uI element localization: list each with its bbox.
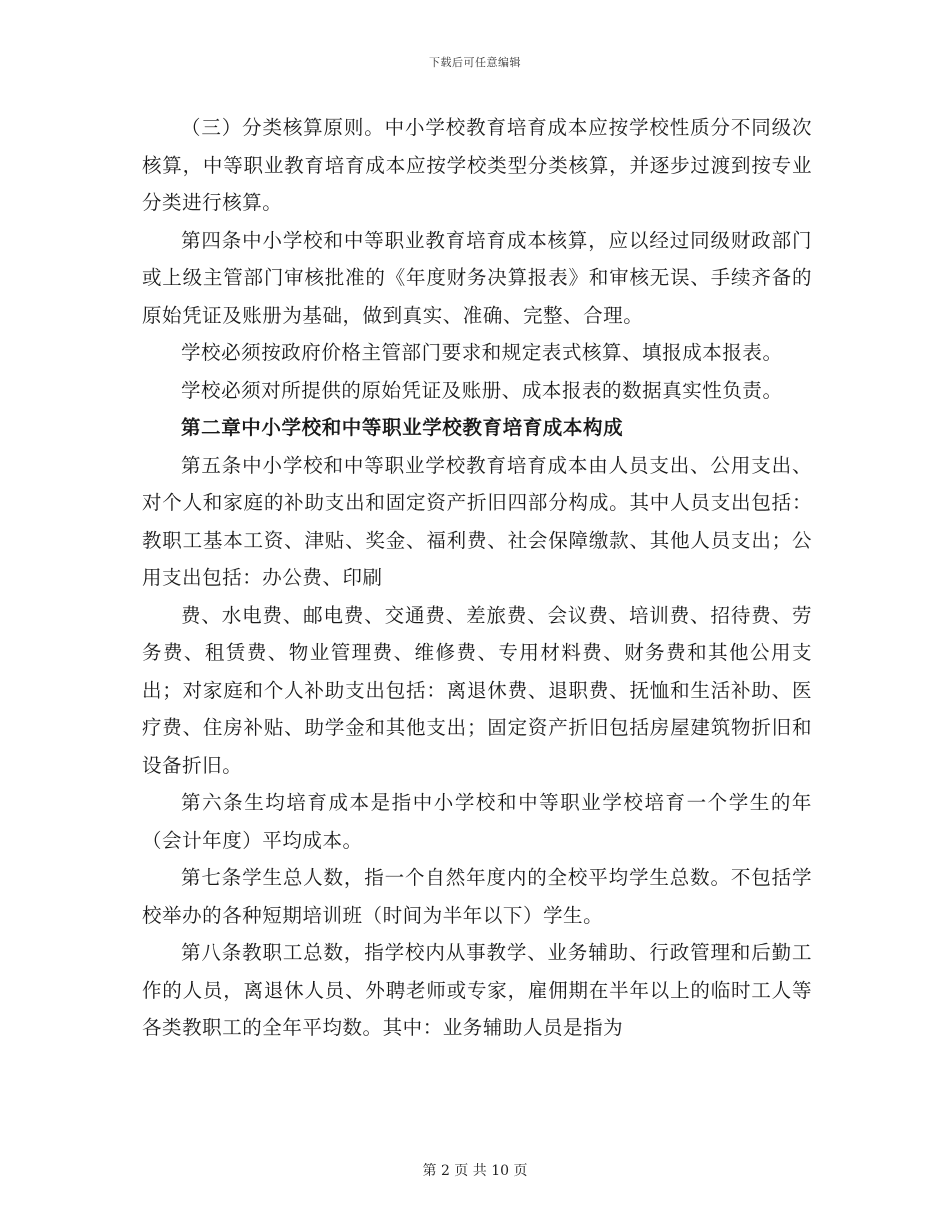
document-body [142,109,812,1047]
paragraph-article-6: 第六条生均培育成本是指中小学校和中等职业学校培育一个学生的年（会计年度）平均成本。 [142,791,812,852]
paragraph-principle-3: （三）分类核算原则。中小学校教育培育成本应按学校性质分不同级次核算，中等职业教育培育成本应按学校类型分类核算，并逐步过渡到按专业分类进行核算。 [142,116,812,214]
paragraph-report-requirement: 学校必须按政府价格主管部门要求和规定表式核算、填报成本报表。 [181,341,783,364]
paragraph-authenticity: 学校必须对所提供的原始凭证及账册、成本报表的数据真实性负责。 [181,378,783,402]
paragraph-article-5-continued: 费、水电费、邮电费、交通费、差旅费、会议费、培训费、招待费、劳务费、租赁费、物业管理费、维修费、专用材料费、财务费和其他公用支出；对家庭和个人补助支出包括：离退休费、退职费、抚恤和生活补助、医疗费、住房补贴、助学金和其他支出；固定资产折旧包括房屋建筑物折旧和设备折旧。 [142,603,812,777]
header-note: 下载后可任意编辑 [429,56,521,69]
paragraph-article-4: 第四条中小学校和中等职业教育培育成本核算，应以经过同级财政部门或上级主管部门审核批准的《年度财务决算报表》和审核无误、手续齐备的原始凭证及账册为基础，做到真实、准确、完整、合理。 [142,228,812,327]
paragraph-article-8: 第八条教职工总数，指学校内从事教学、业务辅助、行政管理和后勤工作的人员，离退休人员、外聘老师或专家，雇佣期在半年以上的临时工人等各类教职工的全年平均数。其中：业务辅助人员是指为 [142,941,812,1039]
paragraph-article-5: 第五条中小学校和中等职业学校教育培育成本由人员支出、公用支出、对个人和家庭的补助支出和固定资产折旧四部分构成。其中人员支出包括：教职工基本工资、津贴、奖金、福利费、社会保障缴款、其他人员支出；公用支出包括：办公费、印刷 [142,453,812,589]
paragraph-article-7: 第七条学生总人数，指一个自然年度内的全校平均学生总数。不包括学校举办的各种短期培训班（时间为半年以下）学生。 [142,866,812,927]
chapter-heading: 第二章中小学校和中等职业学校教育培育成本构成 [181,416,624,439]
page-number-footer: 第 2 页 共 10 页 [422,1163,528,1179]
